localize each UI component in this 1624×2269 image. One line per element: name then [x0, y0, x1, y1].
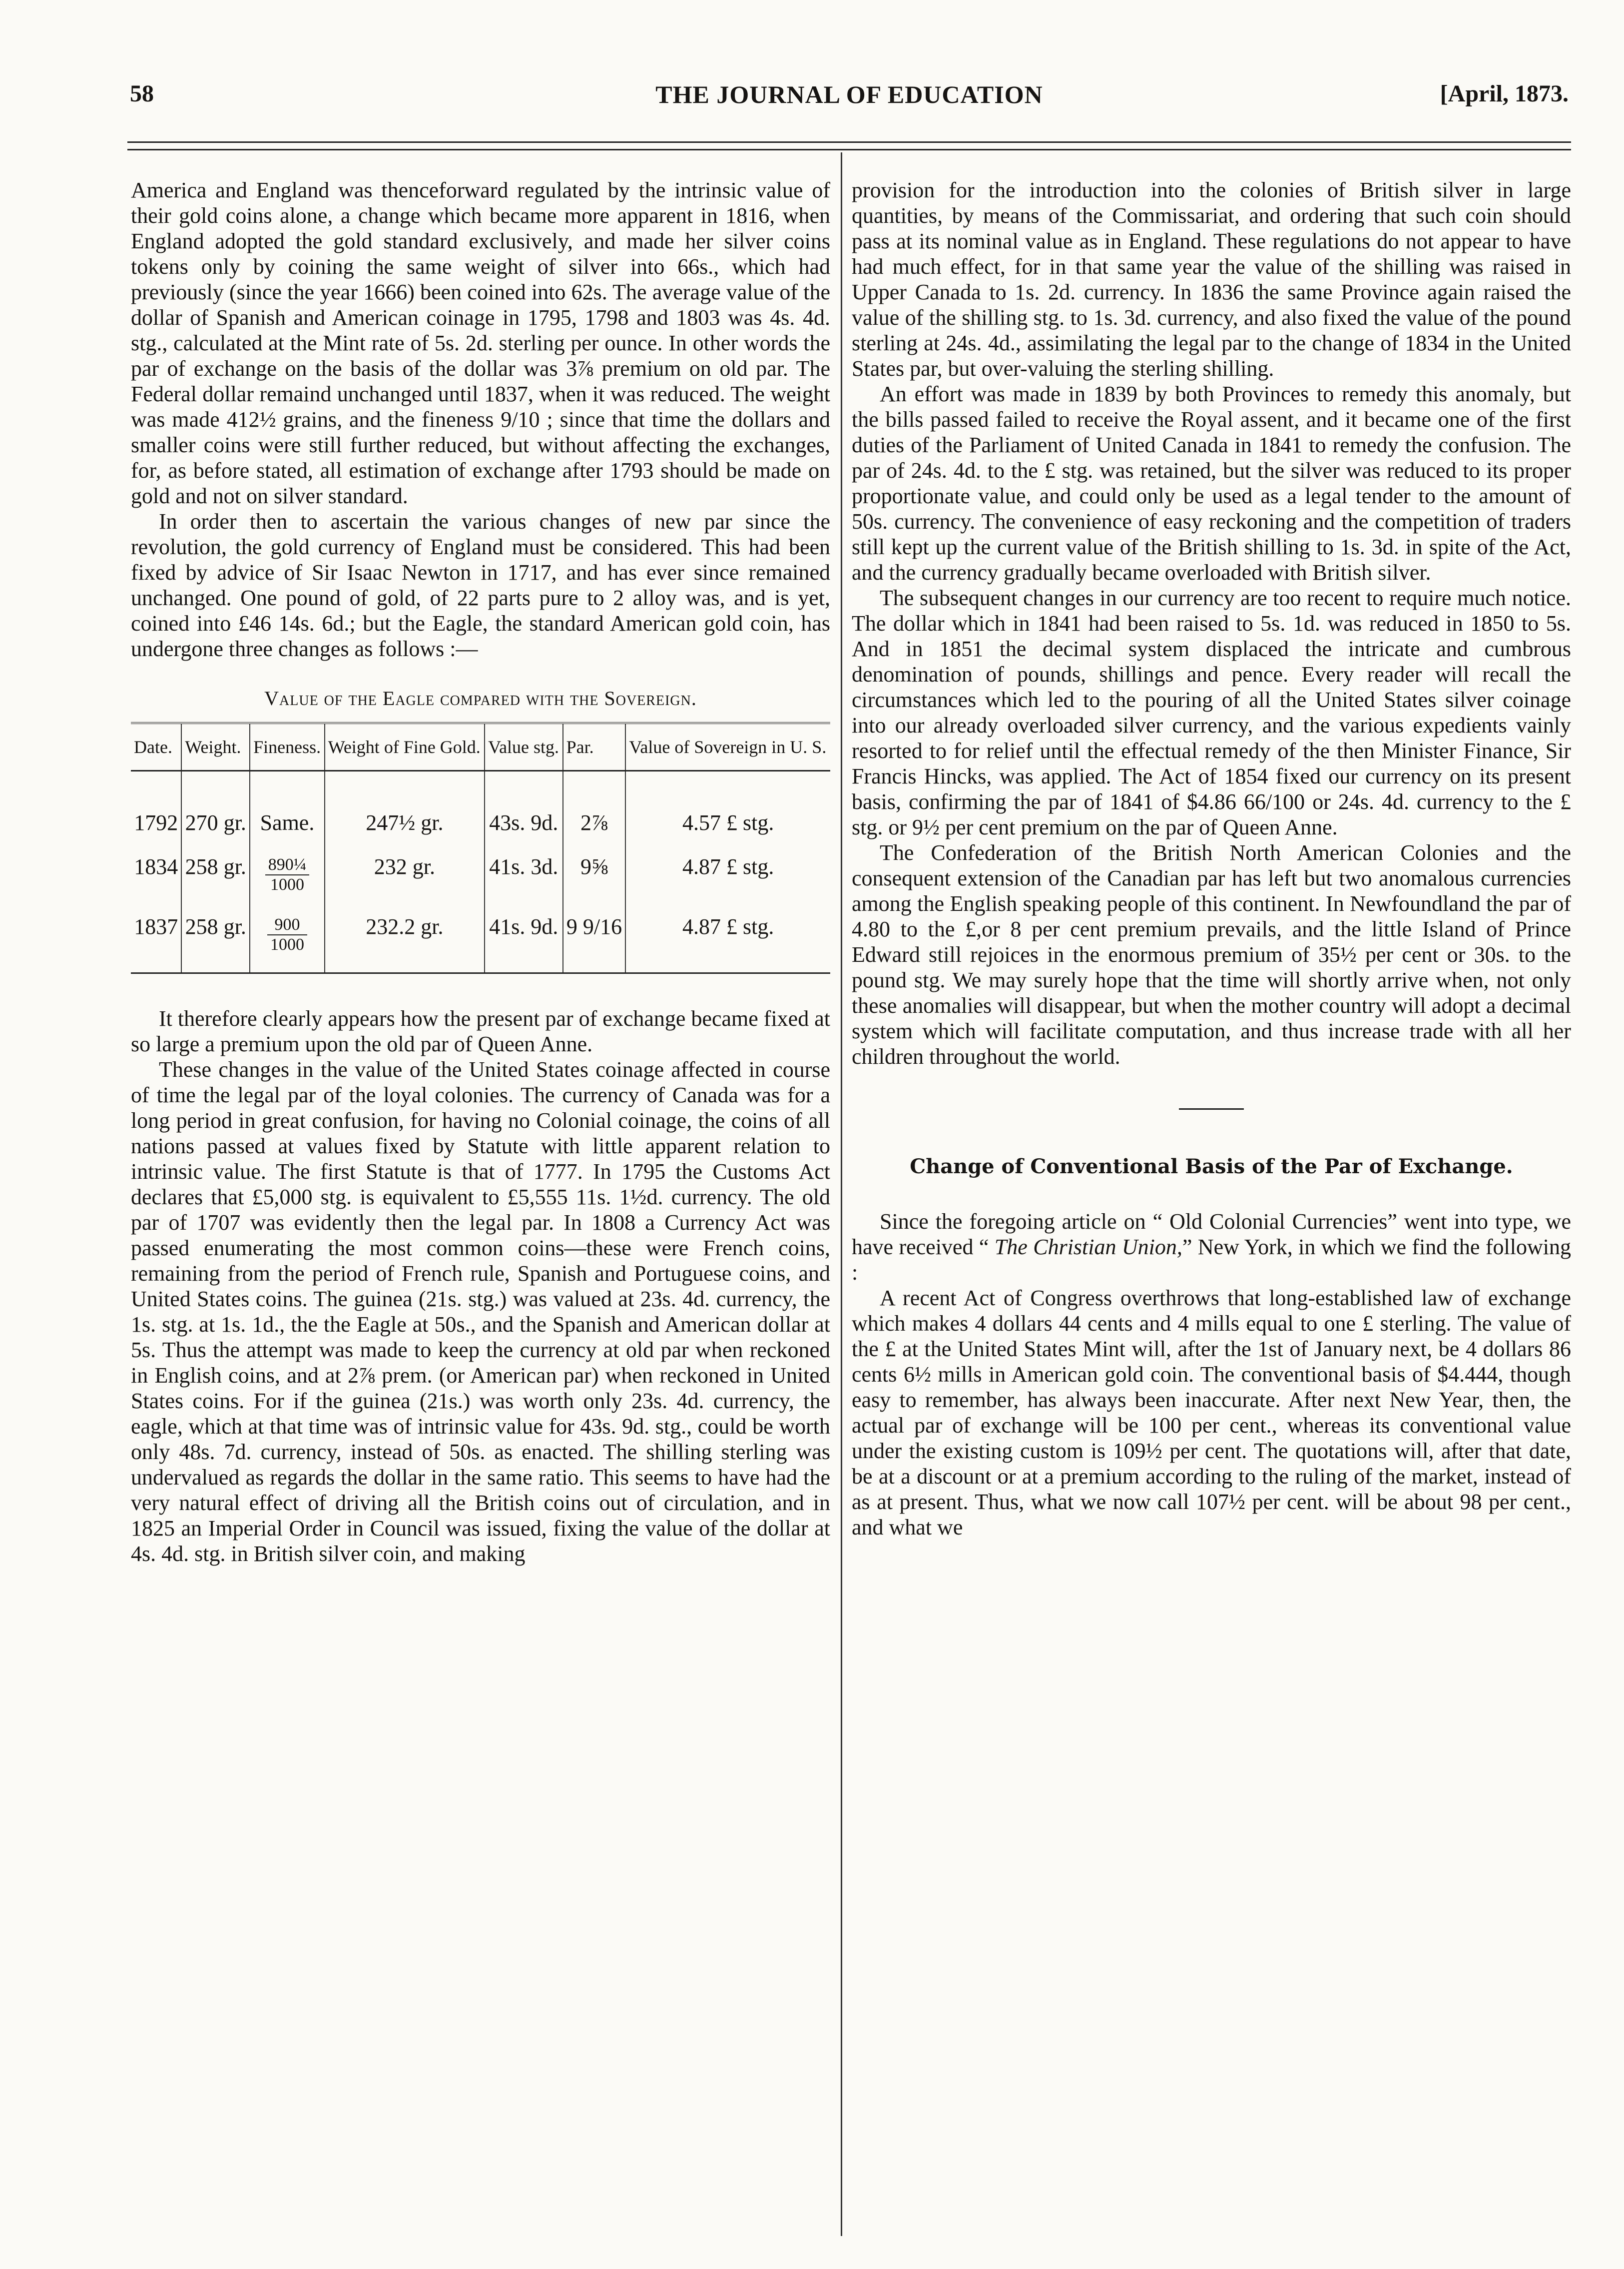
journal-title: THE JOURNAL OF EDUCATION	[655, 80, 1043, 108]
article-paragraph: In order then to ascertain the various changes of new par since the revolution, the gold currency of England must be considered. This had been fixed by advice of Sir Isaac Newton in 1717, and has ever since remained unchanged. One pound of gold, of 22 parts pure to 2 alloy was, and is yet, coined into £46 14s. 6d.; but the Eagle, the standard American gold coin, has undergone three changes as follows :—	[131, 509, 830, 661]
cell-value-sovereign: 4.87 £ stg.	[625, 842, 830, 902]
cell-par: 2⅞	[563, 771, 626, 843]
cell-value-sovereign: 4.87 £ stg.	[625, 902, 830, 973]
article-paragraph: provision for the introduction into the colonies of British silver in large quantities, by means of the Commissariat, and ordering that such coin should pass at its nominal value as in England. These regulations do not appear to have had much effect, for in that same year the value of the shilling was raised in Upper Canada to 1s. 2d. currency. In 1836 the same Province again raised the value of the shilling stg. to 1s. 3d. currency, and also fixed the value of the pound sterling at 24s. 4d., assimilating the legal par to the change of 1834 in the United States par, but over-valuing the sterling shilling.	[852, 178, 1571, 381]
cell-weight-fine-gold: 232 gr.	[325, 842, 485, 902]
cell-weight: 258 gr.	[181, 842, 250, 902]
cell-value-stg: 41s. 9d.	[485, 902, 563, 973]
article-paragraph: The Confederation of the British North American Colonies and the consequent extension of the Canadian par has left but two anomalous currencies among the English speaking people of this continent. In Newfoundland the par of 4.80 to the £,or 8 per cent premium prevails, and the little Island of Prince Edward still rejoices in the enormous premium of 35½ per cent or 30s. to the pound stg. We may surely hope that the time will shortly arrive when, not only these anomalies will disappear, but when the mother country will adopt a decimal system which will facilitate computation, and thus increase trade with all her children throughout the world.	[852, 840, 1571, 1069]
paragraph-text: Since the foregoing article on “ Old Colonial Currencies” went into type, we have received “	[852, 1209, 1571, 1259]
cell-value-sovereign: 4.57 £ stg.	[625, 771, 830, 843]
cell-weight: 258 gr.	[181, 902, 250, 973]
table-row	[131, 771, 830, 843]
eagle-value-table	[131, 722, 830, 974]
cell-date: 1837	[131, 902, 181, 973]
cell-fineness	[250, 842, 325, 902]
fraction-numerator: 890¼	[265, 855, 310, 875]
cell-date: 1834	[134, 854, 178, 879]
left-column	[131, 177, 830, 1566]
cell-par: 9 9/16	[563, 902, 626, 973]
fraction-denominator: 1000	[270, 875, 304, 894]
fineness-fraction	[265, 855, 310, 894]
cell-weight-fine-gold: 232.2 gr.	[325, 902, 485, 973]
cell-fineness: Same.	[250, 771, 325, 843]
header-weight: Weight.	[181, 723, 250, 771]
page-number: 58	[130, 80, 154, 107]
header-date: Date.	[131, 723, 181, 771]
cell-date: 1792	[134, 810, 178, 835]
cell-fineness	[250, 902, 325, 973]
fineness-fraction	[267, 915, 307, 954]
cell-value-stg: 41s. 3d.	[485, 842, 563, 902]
table-row	[131, 842, 830, 902]
section-divider	[1179, 1108, 1244, 1110]
page-header	[130, 80, 1569, 130]
article-paragraph: It therefore clearly appears how the present par of exchange became fixed at so large a premium upon the old par of Queen Anne.	[131, 1006, 830, 1056]
cell-par: 9⅝	[563, 842, 626, 902]
table-row	[131, 902, 830, 973]
article-paragraph: A recent Act of Congress overthrows that long-established law of exchange which makes 4 dollars 44 cents and 4 mills equal to one £ sterling. The value of the £ at the United States Mint will, after the 1st of January next, be 4 dollars 86 cents 6½ mills in American gold coin. The conventional basis of $4.444, though easy to remember, has always been inaccurate. After next New Year, then, the actual par of exchange will be 100 per cent., whereas its conventional value under the existing custom is 109½ per cent. The quotations will, after that date, be at a discount or at a premium according to the ruling of the market, instead of as at present. Thus, what we now call 107½ per cent. will be about 98 per cent., and what we	[852, 1286, 1571, 1539]
table-header-row	[131, 723, 830, 771]
article-paragraph: An effort was made in 1839 by both Provinces to remedy this anomaly, but the bills passed failed to receive the Royal assent, and it became one of the first duties of the Parliament of United Canada in 1841 to remedy the confusion. The par of 24s. 4d. to the £ stg. was retained, but the silver was reduced to its proper proportionate value, and could only be used as a legal tender to the amount of 50s. currency. The convenience of easy reckoning and the competition of traders still kept up the current value of the British shilling to 1s. 3d. in spite of the Act, and the currency gradually became overloaded with British silver.	[852, 382, 1571, 585]
table-title: Value of the Eagle compared with the Sovereign.	[264, 687, 697, 710]
article-paragraph: America and England was thenceforward regulated by the intrinsic value of their gold coins alone, a change which became more apparent in 1816, when England adopted the gold standard exclusively, and made her silver coins tokens only by coining the same weight of silver into 66s., which had previously (since the year 1666) been coined into 62s. The average value of the dollar of Spanish and American coinage in 1795, 1798 and 1803 was 4s. 4d. stg., calculated at the Mint rate of 5s. 2d. sterling per ounce. In other words the par of exchange on the basis of the dollar was 3⅞ premium on old par. The Federal dollar remaind unchanged until 1837, when it was reduced. The weight was made 412½ grains, and the fineness 9/10 ; since that time the dollars and smaller coins were still further reduced, but without affecting the exchanges, for, as before stated, all estimation of exchange after 1793 should be made on gold and not on silver standard.	[131, 178, 830, 508]
article-paragraph: The subsequent changes in our currency are too recent to require much notice. The dollar which in 1841 had been raised to 5s. 1d. was reduced in 1850 to 5s. And in 1851 the decimal system displaced the intricate and cumbrous denomination of pounds, shillings and pence. Every reader will recall the circumstances which led to the pouring of all the United States silver coinage into our already overloaded silver currency, and the various expedients vainly resorted to for relief until the effectual remedy of the then Minister Finance, Sir Francis Hincks, was applied. The Act of 1854 fixed our currency on its present basis, confirming the par of 1841 of $4.86 66/100 or 24s. 4d. currency to the £ stg. or 9½ per cent premium on the par of Queen Anne.	[852, 586, 1571, 839]
issue-date: [April, 1873.	[1440, 80, 1569, 107]
right-column	[852, 177, 1571, 1540]
header-value-sovereign: Value of Sovereign in U. S.	[625, 723, 830, 771]
header-weight-fine-gold: Weight of Fine Gold.	[325, 723, 485, 771]
newspaper-title: The Christian Union,	[994, 1235, 1182, 1259]
cell-value-stg: 43s. 9d.	[485, 771, 563, 843]
paragraph-text: ” New York, in which we find the following :	[852, 1235, 1571, 1285]
article-paragraph	[852, 1209, 1571, 1285]
header-value-stg: Value stg.	[485, 723, 563, 771]
cell-weight: 270 gr.	[181, 771, 250, 843]
section-heading: Change of Conventional Basis of the Par of Exchange.	[910, 1155, 1513, 1178]
header-rule	[127, 141, 1571, 143]
article-paragraph: These changes in the value of the United States coinage affected in course of time the legal par of the loyal colonies. The currency of Canada was for a long period in great confusion, for having no Colonial coinage, the coins of all nations passed at values fixed by Statute with little apparent relation to intrinsic value. The first Statute is that of 1777. In 1795 the Customs Act declares that £5,000 stg. is equivalent to £5,555 11s. 1½d. currency. The old par of 1707 was evidently then the legal par. In 1808 a Currency Act was passed enumerating the most common coins—these were French coins, remaining from the period of French rule, Spanish and Portuguese coins, and United States coins. The guinea (21s. stg.) was valued at 23s. 4d. currency, the 1s. stg. at 1s. 1d., the the Eagle at 50s., and the Spanish and American dollar at 5s. Thus the attempt was made to keep the currency at old par when reckoned in English coins, and at 2⅞ prem. (or American par) when reckoned in United States coins. For if the guinea (21s.) was worth only 23s. 4d. currency, the eagle, which at that time was of intrinsic value for 43s. 9d. stg., could be worth only 48s. 7d. currency, instead of 50s. as enacted. The shilling sterling was undervalued as regards the dollar in the same ratio. This seems to have had the very natural effect of driving all the British coins out of circulation, and in 1825 an Imperial Order in Council was issued, fixing the value of the dollar at 4s. 4d. stg. in British silver coin, and making	[131, 1057, 830, 1566]
fraction-denominator: 1000	[270, 935, 304, 954]
fraction-numerator: 900	[267, 915, 307, 935]
column-divider	[841, 152, 842, 2236]
header-par: Par.	[563, 723, 626, 771]
header-fineness: Fineness.	[250, 723, 325, 771]
header-rule-double	[127, 149, 1571, 150]
cell-weight-fine-gold: 247½ gr.	[325, 771, 485, 843]
